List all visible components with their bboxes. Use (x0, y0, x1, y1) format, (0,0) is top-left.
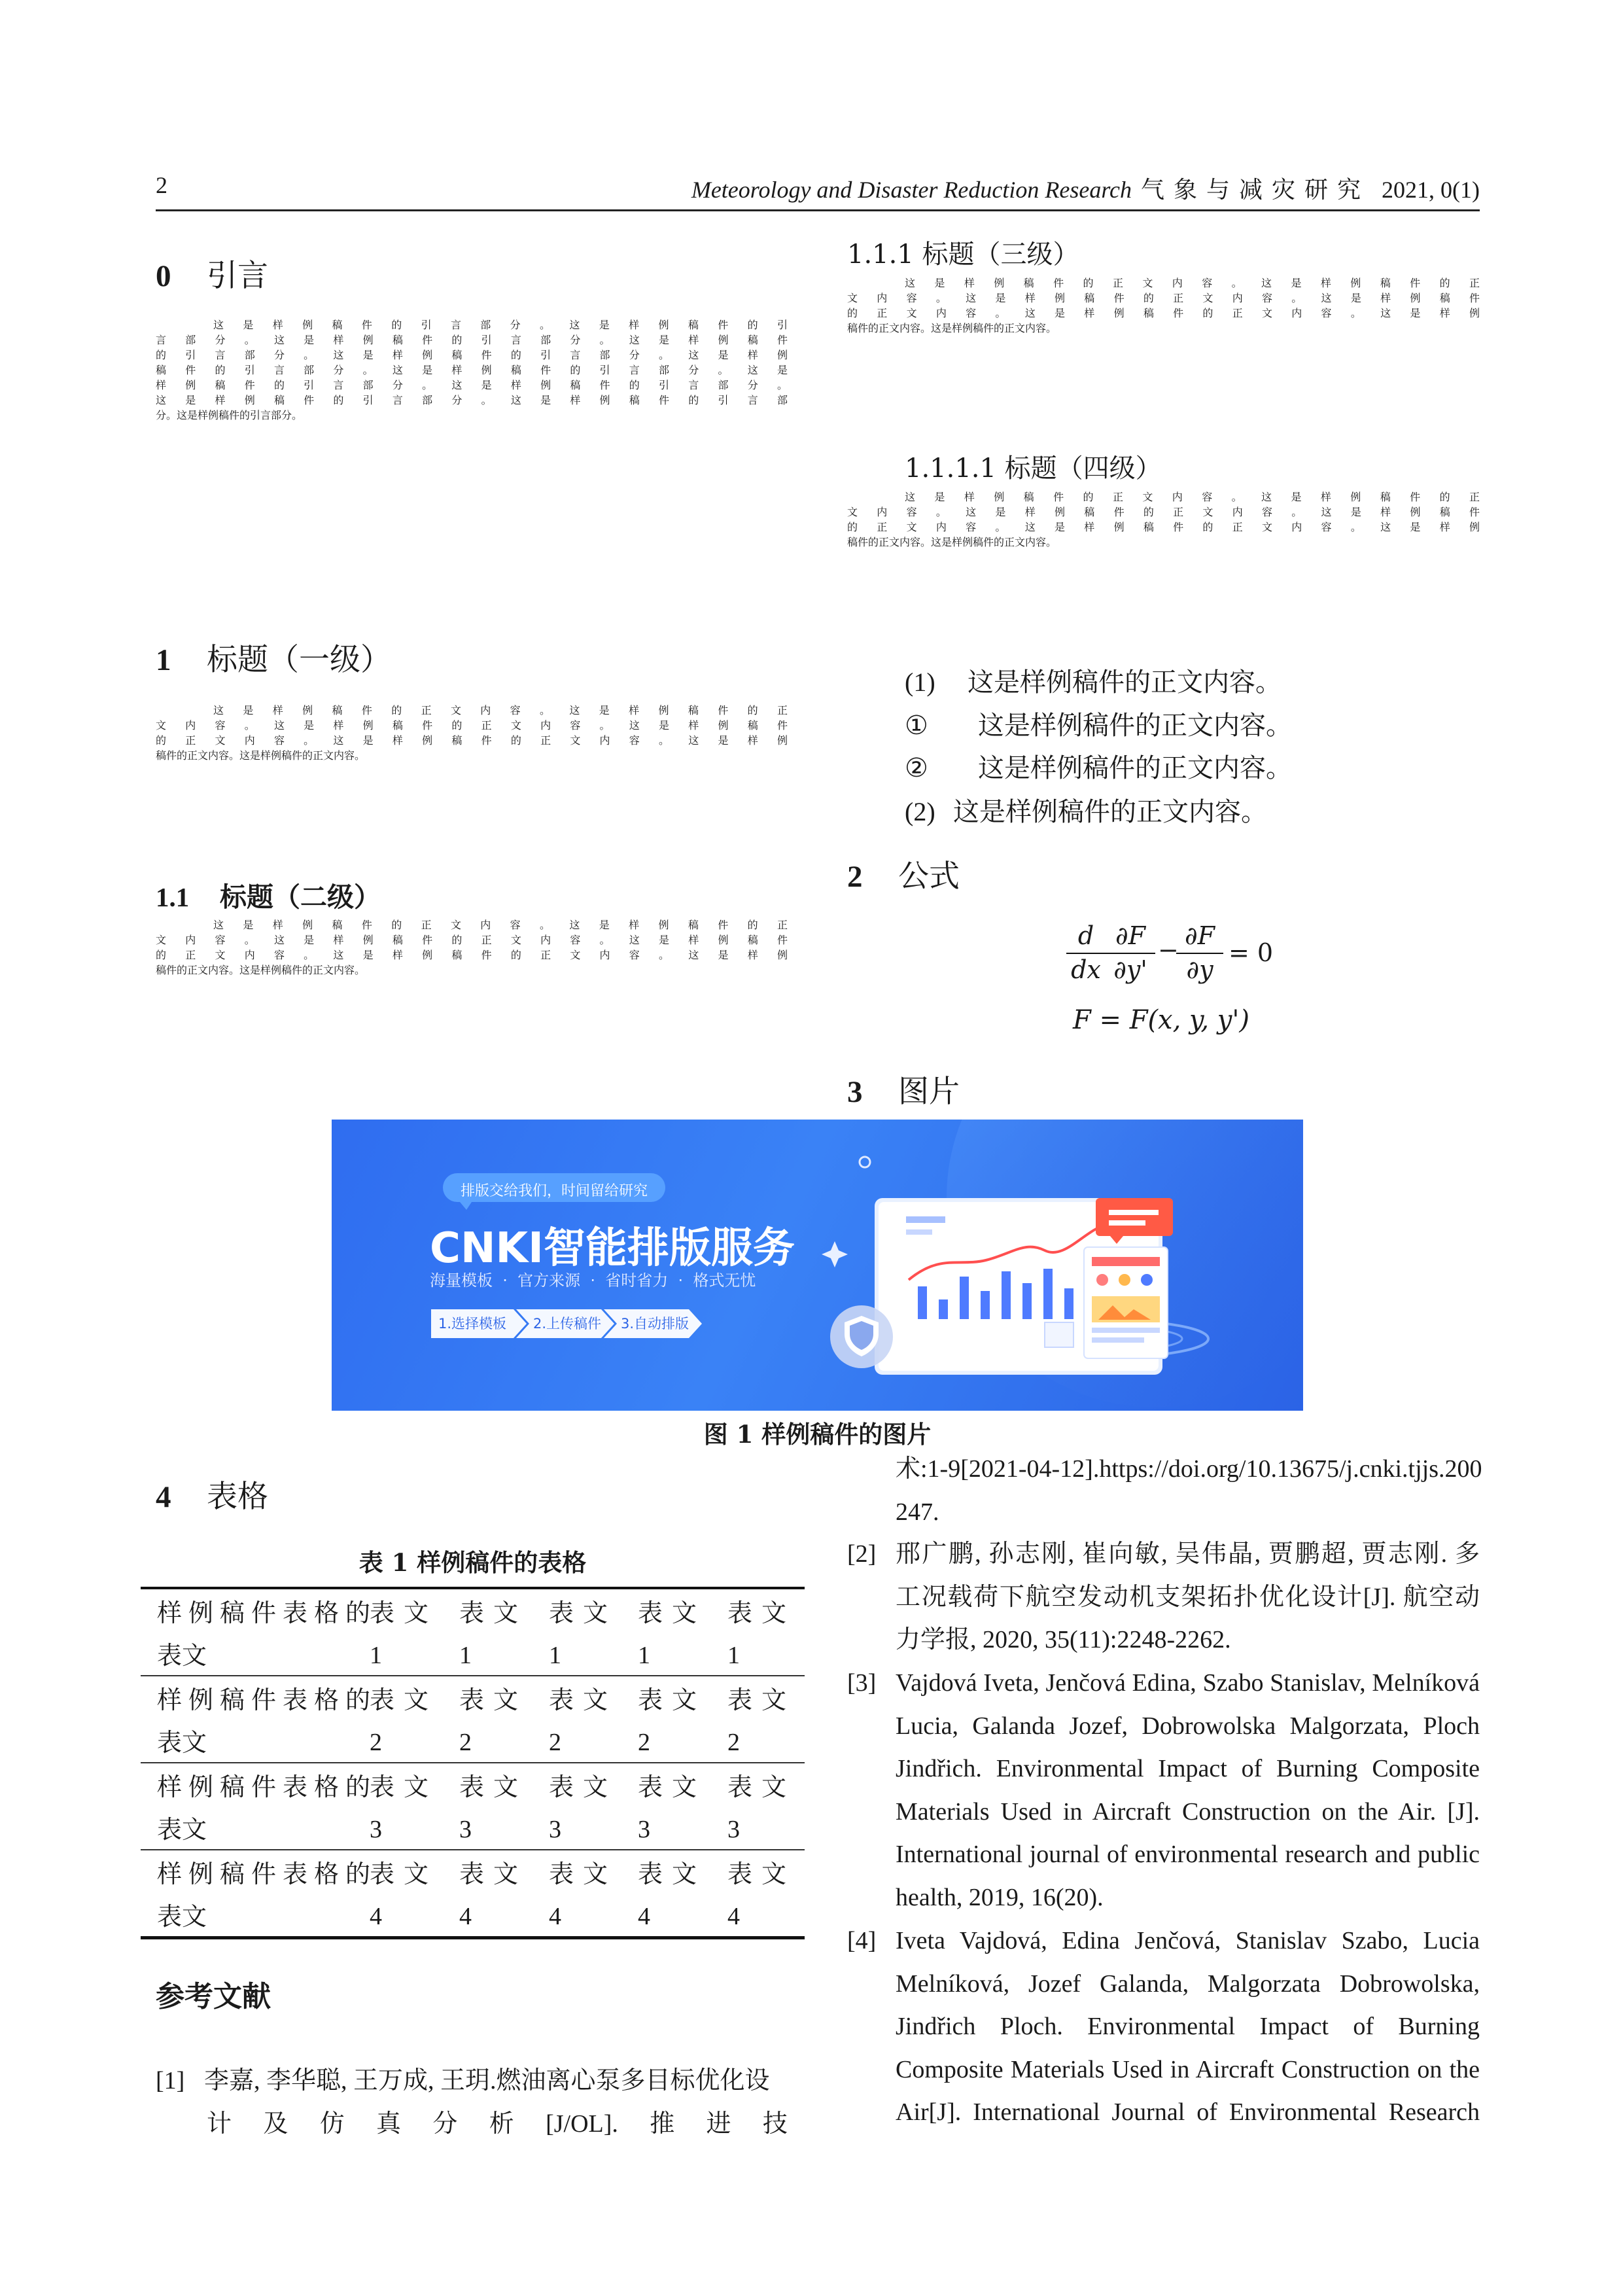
reference-4: [4] Iveta Vajdová, Edina Jenčová, Stanislav Szabo, Lucia Melníková, Jozef Galanda, Malgorzata Dobrowolska, Jindřich Ploch. Environmental Impact of Burning Composite Materials Used in Aircraft Construction on the Air[J]. International Journal of Environmental Research (847, 1920, 1480, 2142)
text-line: 文内容。这是样例稿件的正文内容。这是样例稿件 (156, 719, 788, 732)
section-number: 1 (156, 643, 171, 677)
page-number: 2 (156, 172, 167, 198)
section-1-1-body (156, 917, 788, 977)
section-title: 标题（二级） (220, 881, 381, 913)
equation-euler-lagrange: d dx ∂F ∂y' − ∂F ∂y = 0 (1060, 921, 1321, 1052)
fraction: d dx (1066, 921, 1106, 984)
banner-step-3: 3.自动排版 (620, 1316, 689, 1332)
section-3-heading (847, 1070, 1480, 1114)
reference-line: health, 2019, 16(20). (896, 1883, 1104, 1911)
section-1-1-1-heading: 1.1.1 标题（三级） (847, 239, 1079, 270)
section-1-heading (156, 639, 788, 682)
reference-line: Lucia, Galanda Jozef, Dobrowolska Malgorzata, Ploch (896, 1712, 1480, 1740)
reference-line: Composite Materials Used in Aircraft Construction on the (896, 2055, 1480, 2083)
section-title: 引言 (207, 258, 268, 294)
figure-cnki-banner (332, 1120, 1303, 1411)
section-1-1-1-1-heading: 1.1.1.1 标题（四级） (905, 453, 1162, 484)
reference-line: Materials Used in Aircraft Construction on the Air. [J]. (896, 1797, 1480, 1826)
text-line: 这是样例稿件的正文内容。这是样例稿件的正 (905, 491, 1480, 503)
reference-1-continued (896, 1448, 1480, 1540)
text-line: 文内容。这是样例稿件的正文内容。这是样例稿件 (847, 292, 1480, 304)
journal-title-en: Meteorology and Disaster Reduction Research (691, 177, 1132, 203)
section-title: 公式 (898, 858, 960, 894)
table-row: 样例稿件表格的 表文 表文 2 表文 2 表文 2 表文 2 表文 2 (141, 1676, 805, 1763)
table-row: 样例稿件表格的 表文 表文 4 表文 4 表文 4 表文 4 表文 4 (157, 1860, 796, 1931)
text-line: 这是样例稿件的引言部分。这是样例稿件的引 (213, 319, 788, 331)
running-header (156, 169, 1480, 211)
reference-line: International journal of environmental research and public (896, 1841, 1480, 1868)
text-line: 的正文内容。这是样例稿件的正文内容。这是样例 (847, 521, 1480, 533)
reference-line: 邢广鹏, 孙志刚, 崔向敏, 吴伟晶, 贾鹏超, 贾志刚. 多 (896, 1540, 1480, 1568)
banner-tagline: 排版交给我们，时间留给研究 (460, 1183, 648, 1199)
reference-line: 李嘉, 李华聪, 王万成, 王玥.燃油离心泵多目标优化设 (204, 2067, 770, 2094)
reference-line: Jindřich. Environmental Impact of Burning Composite (896, 1755, 1480, 1782)
sample-table (141, 1587, 805, 1939)
section-4-heading (156, 1475, 788, 1519)
list-item: ② 这是样例稿件的正文内容。 (905, 753, 1292, 783)
reference-line: 术:1-9[2021-04-12].https://doi.org/10.13675/j.cnki.tjjs.200 (896, 1455, 1482, 1483)
reference-line: 计 及 仿 真 分 析 [J/OL]. 推 进 技 (207, 2110, 788, 2138)
reference-line: Jindřich Ploch. Environmental Impact of Burning (896, 2013, 1480, 2040)
text-line: 的正文内容。这是样例稿件的正文内容。这是样例 (156, 949, 788, 961)
text-line: 这是样例稿件的引言部分。这是样例稿件的引言部 (156, 394, 788, 406)
text-line: 的正文内容。这是样例稿件的正文内容。这是样例 (847, 307, 1480, 319)
section-title: 标题（一级） (207, 642, 391, 678)
journal-title-cn: 气象与减灾研究 (1141, 177, 1370, 203)
text-line: 这是样例稿件的正文内容。这是样例稿件的正 (905, 277, 1480, 289)
table-row: 样例稿件表格的 表文 表文 3 表文 3 表文 3 表文 3 表文 3 (141, 1763, 805, 1850)
table-caption: 表 1 样例稿件的表格 (358, 1548, 587, 1577)
fraction: ∂F ∂y (1176, 921, 1223, 984)
text-line: 稿件的正文内容。这是样例稿件的正文内容。 (156, 964, 366, 976)
banner-features: 海量模板 · 官方来源 · 省时省力 · 格式无忧 (430, 1271, 756, 1290)
reference-line: 工况载荷下航空发动机支架拓扑优化设计[J]. 航空动 (896, 1583, 1480, 1611)
section-2-heading (847, 855, 1480, 898)
reference-3: [3] Vajdová Iveta, Jenčová Edina, Szabo Stanislav, Melníková Lucia, Galanda Jozef, Dobrowolska Malgorzata, Ploch Jindřich. Environmental Impact of Burning Composite Materials Used in Aircraft Construction on the Air. [J]. International journal of environmental research and public health, 2019, 16(20). (847, 1662, 1480, 1924)
reference-line: Air[J]. International Journal of Environmental Research (896, 2098, 1480, 2126)
text-line: 样例稿件的引言部分。这是样例稿件的引言部分。 (156, 379, 788, 391)
reference-line: Melníková, Jozef Galanda, Malgorzata Dobrowolska, (896, 1969, 1480, 1998)
section-title: 图片 (898, 1074, 960, 1110)
section-1-1-heading (156, 875, 788, 919)
text-line: 这是样例稿件的正文内容。这是样例稿件的正 (213, 919, 788, 931)
reference-2: [2] 邢广鹏, 孙志刚, 崔向敏, 吴伟晶, 贾鹏超, 贾志刚. 多 工况载荷下航空发动机支架拓扑优化设计[J]. 航空动 力学报, 2020, 35(11):2248-2262. (847, 1533, 1480, 1664)
equation-function-definition: F = F(x, y, y') (1073, 1005, 1249, 1035)
banner-step-2: 2.上传稿件 (532, 1316, 602, 1332)
banner-step-1: 1.选择模板 (438, 1316, 507, 1332)
banner-title: CNKI智能排版服务 (430, 1224, 795, 1273)
numbered-list (905, 661, 1480, 834)
text-line: 稿件的正文内容。这是样例稿件的正文内容。 (847, 322, 1057, 334)
table-row: 样例稿件表格的 表文 表文 1 表文 1 表文 1 表文 1 表文 1 (141, 1589, 805, 1676)
section-number: 3 (847, 1075, 863, 1109)
text-line: 稿件的正文内容。这是样例稿件的正文内容。 (847, 536, 1057, 548)
section-number: 0 (156, 259, 171, 293)
journal-info (691, 171, 1480, 205)
fraction: ∂F ∂y' (1106, 921, 1155, 984)
reference-line: 力学报, 2020, 35(11):2248-2262. (896, 1626, 1231, 1653)
text-line: 这是样例稿件的正文内容。这是样例稿件的正 (213, 704, 788, 716)
text-line: 文内容。这是样例稿件的正文内容。这是样例稿件 (156, 934, 788, 946)
list-item: ① 这是样例稿件的正文内容。 (905, 710, 1292, 741)
reference-1: [1] 李嘉, 李华聪, 王万成, 王玥.燃油离心泵多目标优化设 计 及 仿 真 分 析 [J/OL]. 推 进 技 (156, 2060, 788, 2151)
text-line: 稿件的引言部分。这是样例稿件的引言部分。这是 (156, 364, 788, 376)
section-0-body (156, 317, 788, 422)
reference-line: Vajdová Iveta, Jenčová Edina, Szabo Stanislav, Melníková (896, 1669, 1480, 1697)
section-1-1-1-body (847, 275, 1480, 335)
reference-line: 247. (896, 1498, 939, 1526)
section-number: 1.1 (156, 882, 190, 912)
section-1-1-1-1-body (847, 489, 1480, 549)
text-line: 文内容。这是样例稿件的正文内容。这是样例稿件 (847, 506, 1480, 518)
section-number: 2 (847, 860, 863, 894)
reference-line: Iveta Vajdová, Edina Jenčová, Stanislav Szabo, Lucia (896, 1927, 1480, 1954)
journal-issue: 2021, 0(1) (1382, 177, 1480, 203)
text-line: 的引言部分。这是样例稿件的引言部分。这是样例 (156, 349, 788, 361)
section-1-body (156, 702, 788, 762)
section-title: 表格 (207, 1479, 268, 1515)
list-item: (1) 这是样例稿件的正文内容。 (905, 667, 1282, 698)
text-line: 分。这是样例稿件的引言部分。 (156, 409, 303, 421)
section-0-heading (156, 255, 788, 298)
references-heading: 参考文献 (156, 1980, 271, 2013)
text-line: 的正文内容。这是样例稿件的正文内容。这是样例 (156, 734, 788, 747)
list-item: (2) 这是样例稿件的正文内容。 (905, 796, 1267, 827)
figure-caption: 图 1 样例稿件的图片 (703, 1420, 932, 1449)
text-line: 言部分。这是样例稿件的引言部分。这是样例稿件 (156, 334, 788, 346)
section-number: 4 (156, 1480, 171, 1514)
text-line: 稿件的正文内容。这是样例稿件的正文内容。 (156, 749, 366, 762)
